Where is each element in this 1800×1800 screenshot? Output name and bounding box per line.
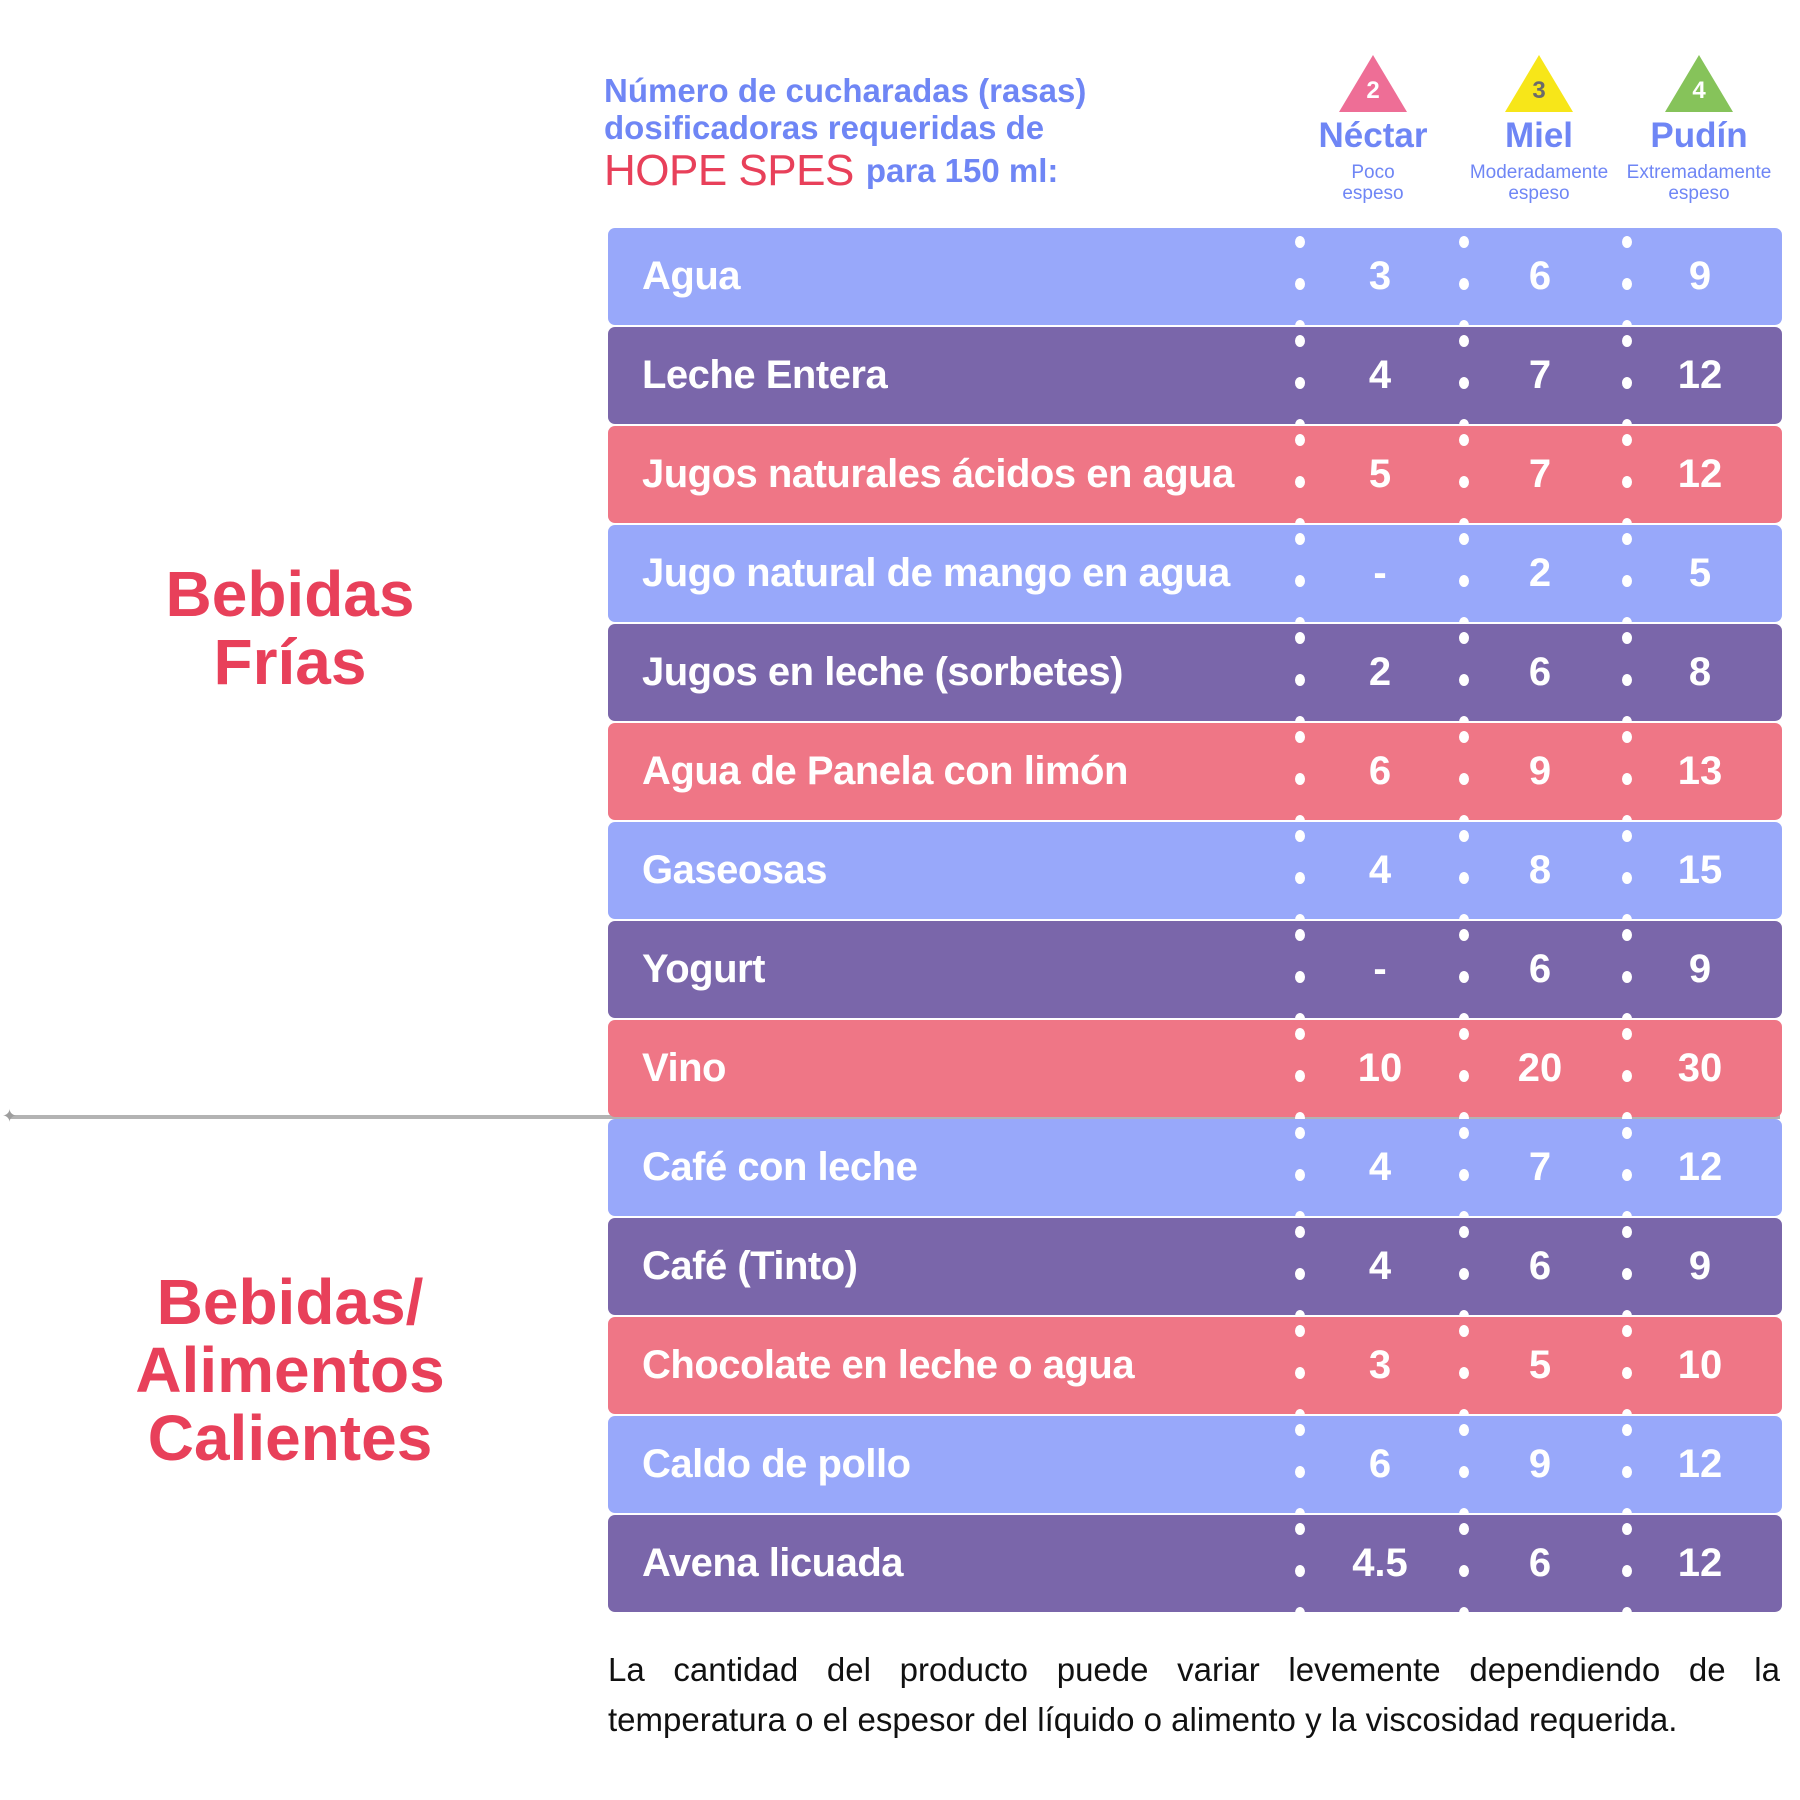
dot-separator — [1622, 1014, 1632, 1123]
row-label: Caldo de pollo — [642, 1442, 911, 1486]
value-pudin: 13 — [1677, 749, 1723, 793]
dot-separator — [1459, 1509, 1469, 1618]
value-nectar: 6 — [1368, 749, 1392, 793]
dot-separator — [1622, 420, 1632, 529]
dot-separator — [1622, 1410, 1632, 1519]
value-miel: 9 — [1528, 749, 1552, 793]
level-pudin — [1614, 55, 1784, 204]
value-miel: 20 — [1517, 1046, 1563, 1090]
value-nectar: 4 — [1368, 1244, 1392, 1288]
dot-separator — [1295, 222, 1305, 331]
value-pudin: 10 — [1677, 1343, 1723, 1387]
dot-separator — [1622, 915, 1632, 1024]
value-nectar: - — [1373, 551, 1387, 595]
value-pudin: 15 — [1677, 848, 1723, 892]
dot-separator — [1295, 321, 1305, 430]
dot-separator — [1622, 1311, 1632, 1420]
value-pudin: 30 — [1677, 1046, 1723, 1090]
value-miel: 7 — [1528, 452, 1552, 496]
value-nectar: 5 — [1368, 452, 1392, 496]
value-nectar: 3 — [1368, 1343, 1392, 1387]
level-desc — [1288, 162, 1458, 204]
dot-separator — [1459, 915, 1469, 1024]
row-label: Café con leche — [642, 1145, 918, 1189]
dot-separator — [1459, 717, 1469, 826]
value-pudin: 9 — [1688, 1244, 1712, 1288]
table-row — [608, 1218, 1782, 1315]
value-pudin: 12 — [1677, 1442, 1723, 1486]
table-row — [608, 822, 1782, 919]
dot-separator — [1459, 1014, 1469, 1123]
dot-separator — [1295, 1509, 1305, 1618]
category-line: Bebidas/ — [156, 1266, 424, 1338]
dot-separator — [1459, 1113, 1469, 1222]
value-miel: 5 — [1528, 1343, 1552, 1387]
footnote: La cantidad del producto puede variar levemente dependiendo de la temperatura o el espesor del líquido o alimento y la viscosidad requerida. — [608, 1651, 1780, 1738]
dot-separator — [1622, 1212, 1632, 1321]
row-label: Agua de Panela con limón — [642, 749, 1128, 793]
level-desc-line2: espeso — [1668, 183, 1730, 204]
level-desc — [1614, 162, 1784, 204]
row-label: Avena licuada — [642, 1541, 904, 1585]
value-pudin: 9 — [1688, 254, 1712, 298]
dot-separator — [1622, 717, 1632, 826]
brand-line — [604, 145, 1164, 195]
value-miel: 2 — [1528, 551, 1552, 595]
value-pudin: 12 — [1677, 452, 1723, 496]
level-number: 3 — [1532, 77, 1546, 104]
level-desc-line1: Moderadamente — [1469, 162, 1609, 183]
row-label: Café (Tinto) — [642, 1244, 858, 1288]
row-label: Leche Entera — [642, 353, 888, 397]
level-desc-line2: espeso — [1342, 183, 1404, 204]
table-row — [608, 228, 1782, 325]
category-bebidas-frias — [10, 560, 570, 696]
value-nectar: 4.5 — [1352, 1541, 1408, 1585]
level-desc-line1: Poco — [1351, 162, 1395, 183]
dot-separator — [1295, 1113, 1305, 1222]
dot-separator — [1459, 222, 1469, 331]
dot-separator — [1459, 1410, 1469, 1519]
table-row — [608, 426, 1782, 523]
row-label: Jugos en leche (sorbetes) — [642, 650, 1123, 694]
level-desc — [1454, 162, 1624, 204]
dot-separator — [1295, 1014, 1305, 1123]
level-desc-line2: espeso — [1508, 183, 1570, 204]
brand-suffix: para 150 ml: — [865, 151, 1059, 189]
table-row — [608, 1515, 1782, 1612]
value-nectar: 4 — [1368, 1145, 1392, 1189]
dot-separator — [1295, 1212, 1305, 1321]
value-miel: 6 — [1528, 1541, 1552, 1585]
row-label: Chocolate en leche o agua — [642, 1343, 1135, 1387]
dot-separator — [1622, 816, 1632, 925]
row-label: Jugos naturales ácidos en agua — [642, 452, 1234, 496]
dot-separator — [1295, 1311, 1305, 1420]
value-miel: 6 — [1528, 650, 1552, 694]
value-nectar: 4 — [1368, 353, 1392, 397]
dot-separator — [1622, 321, 1632, 430]
table-row — [608, 1317, 1782, 1414]
triangle-icon — [1339, 55, 1407, 112]
row-label: Jugo natural de mango en agua — [642, 551, 1230, 595]
value-nectar: 10 — [1357, 1046, 1403, 1090]
table-row — [608, 525, 1782, 622]
value-miel: 8 — [1528, 848, 1552, 892]
table-row — [608, 921, 1782, 1018]
value-pudin: 12 — [1677, 353, 1723, 397]
value-pudin: 5 — [1688, 551, 1712, 595]
category-line: Alimentos — [135, 1334, 445, 1406]
table-row — [608, 327, 1782, 424]
level-name: Pudín — [1650, 116, 1748, 155]
category-line: Bebidas — [165, 558, 415, 630]
value-miel: 6 — [1528, 1244, 1552, 1288]
category-line: Calientes — [147, 1402, 433, 1474]
table-row — [608, 723, 1782, 820]
dot-separator — [1295, 717, 1305, 826]
dot-separator — [1295, 519, 1305, 628]
triangle-icon — [1665, 55, 1733, 112]
dot-separator — [1295, 1410, 1305, 1519]
dot-separator — [1459, 1212, 1469, 1321]
value-nectar: 6 — [1368, 1442, 1392, 1486]
triangle-icon — [1505, 55, 1573, 112]
value-miel: 9 — [1528, 1442, 1552, 1486]
value-nectar: 3 — [1368, 254, 1392, 298]
category-bebidas-calientes — [10, 1268, 570, 1472]
divider-star-icon: ✦ — [2, 1106, 18, 1126]
dot-separator — [1459, 519, 1469, 628]
dosage-table — [608, 228, 1782, 1614]
dot-separator — [1459, 321, 1469, 430]
level-nectar — [1288, 55, 1458, 204]
row-label: Yogurt — [642, 947, 765, 991]
value-pudin: 12 — [1677, 1145, 1723, 1189]
level-name: Miel — [1504, 116, 1574, 155]
dot-separator — [1622, 618, 1632, 727]
value-nectar: - — [1373, 947, 1387, 991]
title-line-2: dosificadoras requeridas de — [604, 109, 1045, 146]
value-pudin: 8 — [1688, 650, 1712, 694]
row-label: Agua — [642, 254, 740, 298]
value-nectar: 2 — [1368, 650, 1392, 694]
title-line-1: Número de cucharadas (rasas) — [604, 72, 1087, 109]
level-number: 2 — [1366, 77, 1380, 104]
level-desc-line1: Extremadamente — [1626, 162, 1772, 183]
dot-separator — [1459, 816, 1469, 925]
level-name: Néctar — [1318, 116, 1428, 155]
table-row — [608, 1020, 1782, 1117]
level-miel — [1454, 55, 1624, 204]
value-miel: 6 — [1528, 947, 1552, 991]
row-label: Gaseosas — [642, 848, 828, 892]
dot-separator — [1622, 519, 1632, 628]
dot-separator — [1459, 618, 1469, 727]
value-miel: 7 — [1528, 353, 1552, 397]
table-row — [608, 1119, 1782, 1216]
dot-separator — [1295, 420, 1305, 529]
row-label: Vino — [642, 1046, 726, 1090]
table-title — [604, 72, 1164, 195]
dot-separator — [1622, 1113, 1632, 1222]
table-row — [608, 624, 1782, 721]
level-number: 4 — [1692, 77, 1706, 104]
dot-separator — [1622, 222, 1632, 331]
value-miel: 7 — [1528, 1145, 1552, 1189]
category-line: Frías — [213, 626, 367, 698]
dot-separator — [1459, 420, 1469, 529]
dot-separator — [1295, 816, 1305, 925]
dot-separator — [1295, 618, 1305, 727]
value-miel: 6 — [1528, 254, 1552, 298]
brand-name: HOPE SPES — [604, 145, 854, 195]
dot-separator — [1622, 1509, 1632, 1618]
value-pudin: 9 — [1688, 947, 1712, 991]
value-nectar: 4 — [1368, 848, 1392, 892]
table-row — [608, 1416, 1782, 1513]
dot-separator — [1295, 915, 1305, 1024]
value-pudin: 12 — [1677, 1541, 1723, 1585]
dot-separator — [1459, 1311, 1469, 1420]
